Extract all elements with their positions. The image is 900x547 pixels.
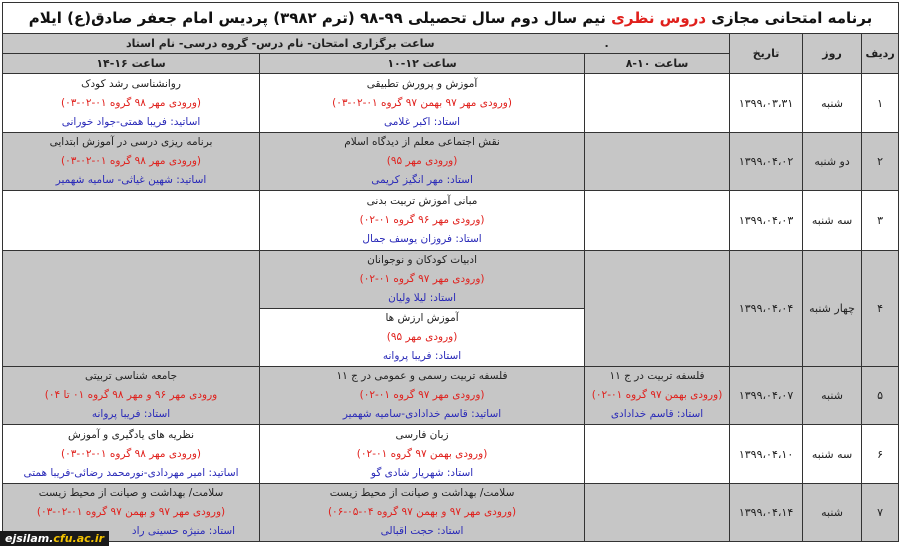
- header-slot-14-16: ساعت ۱۶-۱۴: [3, 54, 260, 74]
- course-group: (ورودی بهمن ۹۷ گروه ۰۱-۰۲): [591, 389, 723, 401]
- course-professor: اساتید: فریبا همتی-جواد خورانی: [61, 115, 201, 128]
- header-date: تاریخ: [730, 34, 803, 74]
- exam-entry: [260, 192, 584, 249]
- course-professor: استاد: فریبا پروانه: [382, 350, 462, 362]
- table-row: [3, 425, 899, 484]
- slot-10-12: [260, 309, 585, 367]
- course-name: برنامه ریزی درسی در آموزش ابتدایی: [49, 136, 213, 148]
- course-group: (ورودی مهر ۹۶ گروه ۰۱-۰۲): [359, 214, 485, 226]
- course-name: نقش اجتماعی معلم از دیدگاه اسلام: [344, 136, 500, 148]
- course-group: (ورودی مهر ۹۸ گروه ۰۱-۰۲-۰۳): [61, 155, 202, 167]
- row-date: ۱۳۹۹،۰۴،۱۰: [730, 425, 803, 484]
- table-row: [3, 74, 899, 133]
- row-date: ۱۳۹۹،۰۴،۱۴: [730, 484, 803, 542]
- course-professor: استاد: مهر انگیز کریمی: [371, 174, 473, 186]
- row-number: ۴: [862, 251, 899, 367]
- watermark: [0, 531, 109, 546]
- row-day: شنبه: [803, 367, 862, 425]
- course-professor: استاد: فروزان یوسف جمال: [362, 233, 482, 245]
- exam-schedule-table: [2, 2, 899, 542]
- exam-entry: [3, 75, 259, 132]
- row-date: ۱۳۹۹،۰۴،۰۳: [730, 191, 803, 251]
- row-number: ۱: [862, 74, 899, 133]
- slot-8-10: [585, 425, 730, 484]
- exam-entry: [3, 426, 259, 483]
- course-name: جامعه شناسی تربیتی: [84, 370, 178, 382]
- slot-14-16: [3, 74, 260, 133]
- slot-10-12: [260, 484, 585, 542]
- course-professor: اساتید: قاسم خدادادی-سامیه شهمیر: [342, 408, 502, 420]
- exam-entry: [260, 484, 584, 541]
- course-professor: استاد: حجت اقبالی: [380, 525, 464, 537]
- course-group: (ورودی مهر ۹۸ گروه ۰۱-۰۲-۰۳): [61, 447, 202, 460]
- course-group: (ورودی مهر ۹۵): [386, 331, 458, 343]
- row-day: سه شنبه: [803, 425, 862, 484]
- slot-8-10: [585, 367, 730, 425]
- course-name: فلسفه تربیت رسمی و عمومی در ج ۱۱: [336, 370, 508, 382]
- slot-10-12: [260, 425, 585, 484]
- course-professor: اساتید: شهین غیاثی- سامیه شهمیر: [55, 174, 207, 186]
- row-number: ۶: [862, 425, 899, 484]
- watermark-domain: cfu.ac.ir: [53, 532, 105, 545]
- slot-8-10: [585, 251, 730, 367]
- row-number: ۳: [862, 191, 899, 251]
- course-name: مبانی آموزش تربیت بدنی: [366, 195, 478, 207]
- exam-entry: [3, 133, 259, 190]
- course-professor: استاد: شهریار شادی گو: [370, 466, 474, 479]
- course-group: (ورودی مهر ۹۸ گروه ۰۱-۰۲-۰۳): [61, 96, 202, 109]
- row-number: ۵: [862, 367, 899, 425]
- course-group: (ورودی مهر ۹۷ و بهمن ۹۷ گروه ۰۱-۰۲-۰۳): [36, 506, 226, 518]
- slot-14-16: [3, 367, 260, 425]
- header-slot-10-12: ساعت ۱۲-۱۰: [260, 54, 585, 74]
- course-professor: اساتید: امیر مهردادی-نورمحمد رضائی-فریبا همتی: [23, 466, 239, 479]
- exam-entry: [3, 367, 259, 424]
- slot-10-12: [260, 74, 585, 133]
- title-highlight: دروس نظری: [611, 9, 707, 27]
- row-date: ۱۳۹۹،۰۴،۰۲: [730, 133, 803, 191]
- exam-entry: [260, 75, 584, 132]
- exam-entry: [260, 426, 584, 483]
- row-day: شنبه: [803, 74, 862, 133]
- row-day: چهار شنبه: [803, 251, 862, 367]
- table-row: [3, 251, 899, 309]
- table-row: [3, 484, 899, 542]
- slot-14-16: [3, 425, 260, 484]
- course-name: سلامت/ بهداشت و صیانت از محیط زیست: [329, 487, 515, 499]
- row-day: دو شنبه: [803, 133, 862, 191]
- course-group: (ورودی مهر ۹۵): [386, 155, 458, 167]
- page-title: [3, 3, 899, 34]
- course-professor: استاد: قاسم خدادادی: [610, 408, 704, 420]
- slot-8-10: [585, 484, 730, 542]
- course-name: سلامت/ بهداشت و صیانت از محیط زیست: [38, 487, 224, 499]
- table-row: [3, 191, 899, 251]
- course-group: (ورودی مهر ۹۷ گروه ۰۱-۰۲): [359, 273, 485, 285]
- exam-entry: [260, 309, 584, 366]
- watermark-text: ejsilam.: [5, 532, 54, 545]
- header-slot-8-10: ساعت ۱۰-۸: [585, 54, 730, 74]
- row-number: ۲: [862, 133, 899, 191]
- course-group: (ورودی مهر ۹۷ و بهمن ۹۷ گروه ۰۴-۰۵-۰۶): [327, 506, 517, 518]
- course-group: (ورودی بهمن ۹۷ گروه ۰۱-۰۲): [356, 447, 488, 460]
- header-day: روز: [803, 34, 862, 74]
- row-date: ۱۳۹۹،۰۴،۰۷: [730, 367, 803, 425]
- course-professor: استاد: فریبا پروانه: [91, 408, 171, 420]
- course-name: آموزش ارزش ها: [385, 312, 459, 324]
- course-name: ادبیات کودکان و نوجوانان: [367, 254, 477, 266]
- slot-14-16: [3, 251, 260, 367]
- exam-entry: [260, 133, 584, 190]
- row-day: سه شنبه: [803, 191, 862, 251]
- slot-10-12: [260, 367, 585, 425]
- slot-8-10: [585, 191, 730, 251]
- slot-8-10: [585, 133, 730, 191]
- row-number: ۷: [862, 484, 899, 542]
- slot-14-16: [3, 191, 260, 251]
- row-date: ۱۳۹۹،۰۴،۰۴: [730, 251, 803, 367]
- course-group: (ورودی مهر ۹۷ بهمن ۹۷ گروه ۰۱-۰۲-۰۳): [332, 96, 512, 109]
- row-date: ۱۳۹۹،۰۳،۳۱: [730, 74, 803, 133]
- row-day: شنبه: [803, 484, 862, 542]
- course-professor: استاد: منیژه حسینی راد: [131, 525, 236, 537]
- header-dot: .: [585, 34, 730, 54]
- slot-14-16: [3, 133, 260, 191]
- course-group: (ورودی مهر ۹۷ گروه ۰۱-۰۲): [359, 389, 485, 401]
- table-row: [3, 133, 899, 191]
- exam-entry: [260, 367, 584, 424]
- exam-entry: [260, 251, 584, 308]
- course-professor: استاد: اکبر غلامی: [384, 115, 461, 128]
- course-group: ورودی مهر ۹۶ و مهر ۹۸ گروه ۰۱ تا ۰۴): [44, 389, 218, 401]
- title-text: برنامه امتحانی مجازی: [706, 9, 873, 27]
- slot-10-12: [260, 251, 585, 309]
- title-text-2: نیم سال دوم سال تحصیلی ۹۹-۹۸ (ترم ۳۹۸۲) پردیس امام جعفر صادق(ع) ایلام: [28, 9, 612, 27]
- course-name: زبان فارسی: [395, 428, 449, 441]
- header-row-no: ردیف: [862, 34, 899, 74]
- course-professor: استاد: لیلا ولیان: [388, 292, 457, 304]
- slot-8-10: [585, 74, 730, 133]
- slot-10-12: [260, 191, 585, 251]
- course-name: آموزش و پرورش تطبیقی: [366, 77, 478, 90]
- course-name: روانشناسی رشد کودک: [81, 77, 181, 90]
- table-row: [3, 367, 899, 425]
- header-span: ساعت برگزاری امتحان- نام درس- گروه درسی- نام استاد: [3, 34, 585, 54]
- course-name: فلسفه تربیت در ج ۱۱: [609, 370, 705, 382]
- exam-entry: [585, 367, 729, 424]
- slot-10-12: [260, 133, 585, 191]
- course-name: نظریه های یادگیری و آموزش: [67, 428, 195, 441]
